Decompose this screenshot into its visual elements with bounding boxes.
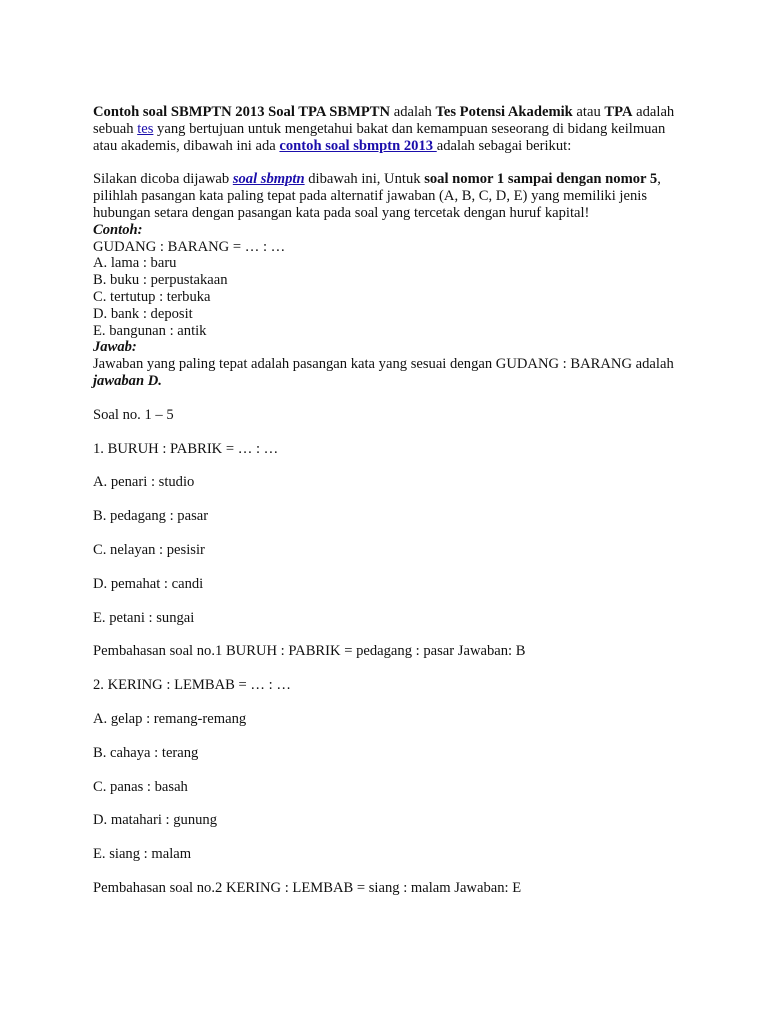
example-option: A. lama : baru xyxy=(93,255,177,272)
question-2-option: A. gelap : remang-remang xyxy=(93,710,247,727)
spacer xyxy=(93,559,693,576)
question-2-option: D. matahari : gunung xyxy=(93,812,218,829)
answer-bold: jawaban D. xyxy=(93,372,162,389)
question-range-text: soal nomor 1 sampai dengan nomor 5 xyxy=(424,171,658,188)
instructions-text: , pilihlah pasangan kata paling tepat pada alternatif jawaban (A, B, C, D, E) yang memiliki jenis hubungan setara dengan pasangan kata pada soal yang tercetak dengan huruf kapital! xyxy=(93,171,661,221)
example-option: D. bank : deposit xyxy=(93,305,193,322)
intro-text: adalah sebagai berikut: xyxy=(436,137,572,154)
spacer xyxy=(93,457,693,474)
question-1: 1. BURUH : PABRIK = … : … xyxy=(93,440,279,457)
example-option: B. buku : perpustakaan xyxy=(93,272,228,289)
example-label: Contoh: xyxy=(93,221,143,238)
intro-text: atau xyxy=(572,104,605,120)
question-2: 2. KERING : LEMBAB = … : … xyxy=(93,677,291,694)
question-1-option: B. pedagang : pasar xyxy=(93,508,209,525)
spacer xyxy=(93,390,693,407)
question-1-option: A. penari : studio xyxy=(93,474,195,491)
tpa-text: TPA xyxy=(604,104,633,120)
spacer xyxy=(93,728,693,745)
example-question: GUDANG : BARANG = … : … xyxy=(93,238,286,255)
tes-potensi-text: Tes Potensi Akademik xyxy=(435,104,573,120)
question-1-option: E. petani : sungai xyxy=(93,609,195,626)
instructions-text: dibawah ini, Untuk xyxy=(304,171,425,188)
example-option: C. tertutup : terbuka xyxy=(93,288,211,305)
document-body xyxy=(93,104,693,897)
question-1-discussion: Pembahasan soal no.1 BURUH : PABRIK = pedagang : pasar Jawaban: B xyxy=(93,643,526,660)
intro-text: adalah sebuah xyxy=(93,104,675,137)
spacer xyxy=(93,424,693,441)
spacer xyxy=(93,694,693,711)
spacer xyxy=(93,660,693,677)
section-title: Soal no. 1 – 5 xyxy=(93,406,174,423)
spacer xyxy=(93,863,693,880)
spacer xyxy=(93,491,693,508)
intro-paragraph xyxy=(93,104,693,154)
tes-link[interactable]: tes xyxy=(137,120,154,137)
intro-title: Contoh soal SBMPTN 2013 Soal TPA SBMPTN xyxy=(93,104,391,120)
instructions-text: Silakan dicoba dijawab xyxy=(93,171,233,188)
question-1-option: D. pemahat : candi xyxy=(93,575,204,592)
spacer xyxy=(93,154,693,171)
answer-text: Jawaban yang paling tepat adalah pasangan kata yang sesuai dengan GUDANG : BARANG adalah xyxy=(93,356,674,373)
question-2-option: C. panas : basah xyxy=(93,778,188,795)
spacer xyxy=(93,829,693,846)
answer-label: Jawab: xyxy=(93,339,137,356)
spacer xyxy=(93,626,693,643)
question-2-discussion: Pembahasan soal no.2 KERING : LEMBAB = siang : malam Jawaban: E xyxy=(93,879,522,896)
question-2-option: B. cahaya : terang xyxy=(93,744,199,761)
intro-text: adalah xyxy=(390,104,436,120)
question-1-option: C. nelayan : pesisir xyxy=(93,541,205,558)
spacer xyxy=(93,762,693,779)
spacer xyxy=(93,593,693,610)
soal-sbmptn-link[interactable]: soal sbmptn xyxy=(232,171,305,188)
instructions-paragraph xyxy=(93,171,693,221)
question-2-option: E. siang : malam xyxy=(93,846,192,863)
example-option: E. bangunan : antik xyxy=(93,322,207,339)
spacer xyxy=(93,795,693,812)
answer-paragraph xyxy=(93,356,693,390)
spacer xyxy=(93,525,693,542)
contoh-soal-link[interactable]: contoh soal sbmptn 2013 xyxy=(279,137,437,154)
intro-text: yang bertujuan untuk mengetahui bakat dan kemampuan seseorang di bidang keilmuan atau akademis, dibawah ini ada xyxy=(93,120,666,154)
